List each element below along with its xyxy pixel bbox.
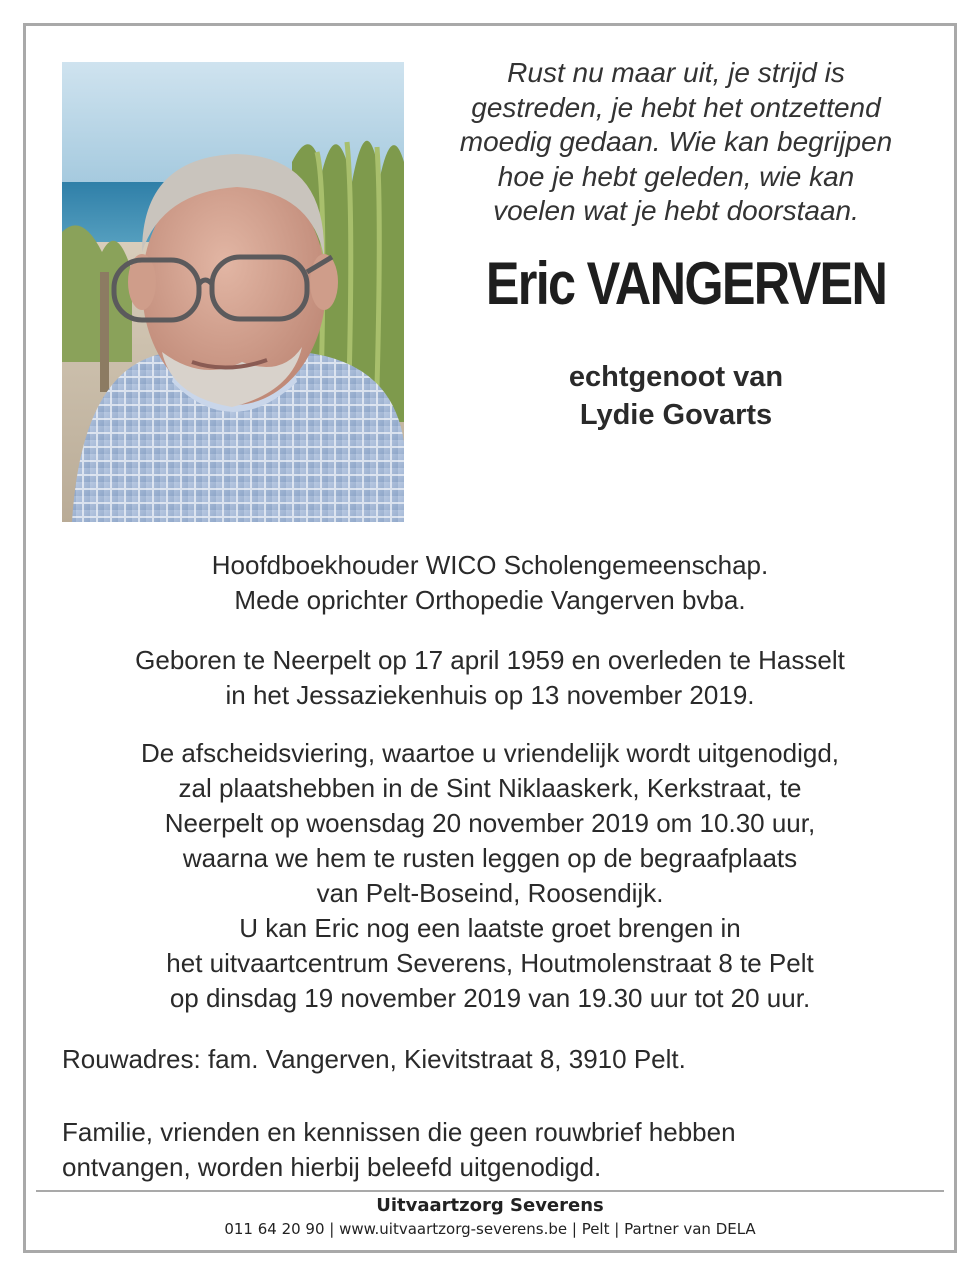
- invitation-line: ontvangen, worden hierbij beleefd uitgenodigd.: [62, 1152, 602, 1182]
- poem-line: moedig gedaan. Wie kan begrijpen: [459, 126, 893, 157]
- ceremony-line: U kan Eric nog een laatste groet brengen in: [239, 913, 741, 943]
- career-line: Mede oprichter Orthopedie Vangerven bvba.: [234, 585, 746, 615]
- ceremony-line: Neerpelt op woensdag 20 november 2019 om 10.30 uur,: [164, 808, 816, 838]
- poem-line: gestreden, je hebt het ontzettend: [471, 91, 881, 123]
- ceremony-paragraph: [46, 736, 934, 1016]
- invitation-line: Familie, vrienden en kennissen die geen rouwbrief hebben: [62, 1117, 736, 1147]
- obituary-card: [23, 23, 957, 1253]
- memorial-poem: [426, 56, 926, 229]
- ceremony-line: De afscheidsviering, waartoe u vriendelijk wordt uitgenodigd,: [140, 738, 840, 768]
- spouse-line: Lydie Govarts: [579, 399, 773, 431]
- career-paragraph: [46, 548, 934, 618]
- mourning-address: [62, 1042, 922, 1077]
- life-dates-line: Geboren te Neerpelt op 17 april 1959 en overleden te Hasselt: [135, 645, 845, 675]
- spouse-info: [426, 358, 926, 434]
- ceremony-line: het uitvaartcentrum Severens, Houtmolenstraat 8 te Pelt: [166, 948, 814, 978]
- life-dates-line: in het Jessaziekenhuis op 13 november 2019.: [225, 680, 755, 710]
- ceremony-line: zal plaatshebben in de Sint Niklaaskerk, Kerkstraat, te: [178, 773, 802, 803]
- portrait-photo: [62, 62, 404, 522]
- spouse-line: echtgenoot van: [568, 361, 784, 393]
- footer-divider: [36, 1190, 944, 1192]
- invitation-paragraph: [62, 1115, 922, 1185]
- poem-line: hoe je hebt geleden, wie kan: [497, 160, 855, 192]
- ceremony-line: waarna we hem te rusten leggen op de begraafplaats: [182, 843, 798, 873]
- career-line: Hoofdboekhouder WICO Scholengemeenschap.: [211, 550, 769, 580]
- address-line: Rouwadres: fam. Vangerven, Kievitstraat 8, 3910 Pelt.: [62, 1044, 686, 1074]
- deceased-name: Eric VANGERVEN: [485, 250, 887, 317]
- ceremony-line: van Pelt-Boseind, Roosendijk.: [316, 878, 664, 908]
- portrait-image: [62, 62, 404, 522]
- funeral-home-contact: 011 64 20 90 | www.uitvaartzorg-severens.be | Pelt | Partner van DELA: [224, 1220, 756, 1238]
- life-dates-paragraph: [46, 643, 934, 713]
- ceremony-line: op dinsdag 19 november 2019 van 19.30 uur tot 20 uur.: [169, 983, 811, 1013]
- poem-line: voelen wat je hebt doorstaan.: [493, 195, 859, 226]
- funeral-home-name: Uitvaartzorg Severens: [376, 1195, 604, 1216]
- poem-line: Rust nu maar uit, je strijd is: [507, 57, 845, 88]
